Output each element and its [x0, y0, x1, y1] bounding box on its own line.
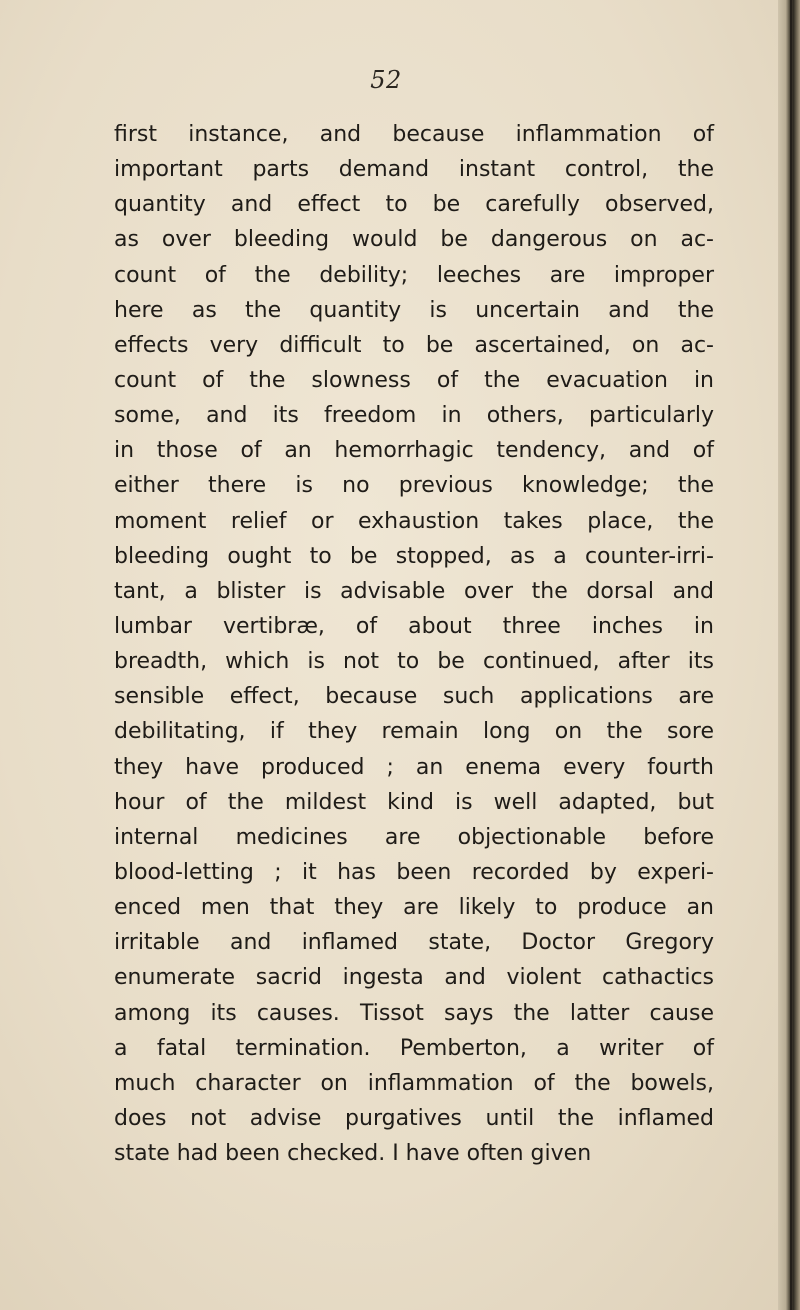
- text-line: here as the quantity is uncertain and the: [114, 297, 714, 323]
- text-line: enced men that they are likely to produce an: [114, 895, 714, 921]
- text-line: lumbar vertibræ, of about three inches in: [114, 613, 714, 639]
- text-line: either there is no previous knowledge; the: [114, 473, 714, 499]
- page-edge-shadow: [778, 0, 800, 1310]
- text-line: internal medicines are objectionable before: [114, 824, 714, 850]
- text-line: irritable and inflamed state, Doctor Gregory: [114, 930, 714, 956]
- text-line: tant, a blister is advisable over the dorsal and: [114, 578, 714, 604]
- text-line: enumerate sacrid ingesta and violent cathactics: [114, 965, 714, 991]
- page-edge-line: [790, 0, 792, 1310]
- text-line: count of the slowness of the evacuation in: [114, 367, 714, 393]
- text-line: some, and its freedom in others, particularly: [114, 403, 714, 429]
- text-line: first instance, and because inflammation of: [114, 122, 714, 147]
- text-line: count of the debility; leeches are improper: [114, 262, 714, 288]
- text-line: sensible effect, because such applications are: [114, 684, 714, 710]
- text-line: among its causes. Tissot says the latter cause: [114, 1000, 714, 1026]
- text-line: as over bleeding would be dangerous on ac-: [114, 227, 714, 253]
- text-line: debilitating, if they remain long on the sore: [114, 719, 714, 745]
- text-line: breadth, which is not to be continued, after its: [114, 649, 714, 675]
- text-line: moment relief or exhaustion takes place, the: [114, 508, 714, 534]
- text-line: bleeding ought to be stopped, as a counter-irri-: [114, 543, 714, 569]
- text-line: important parts demand instant control, the: [114, 157, 714, 183]
- page-number: 52: [370, 66, 402, 94]
- text-line: does not advise purgatives until the inflamed: [114, 1105, 714, 1131]
- text-line: quantity and effect to be carefully observed,: [114, 192, 714, 218]
- text-line: state had been checked. I have often given: [114, 1141, 592, 1167]
- text-line: hour of the mildest kind is well adapted, but: [114, 789, 714, 815]
- text-line: blood-letting ; it has been recorded by experi-: [114, 859, 714, 885]
- body-text: [114, 117, 714, 1171]
- text-line: effects very difficult to be ascertained, on ac-: [114, 332, 714, 358]
- text-line: in those of an hemorrhagic tendency, and of: [114, 438, 714, 464]
- text-line: they have produced ; an enema every fourth: [114, 754, 714, 780]
- text-line: much character on inflammation of the bowels,: [114, 1070, 714, 1096]
- text-line: a fatal termination. Pemberton, a writer of: [114, 1035, 714, 1061]
